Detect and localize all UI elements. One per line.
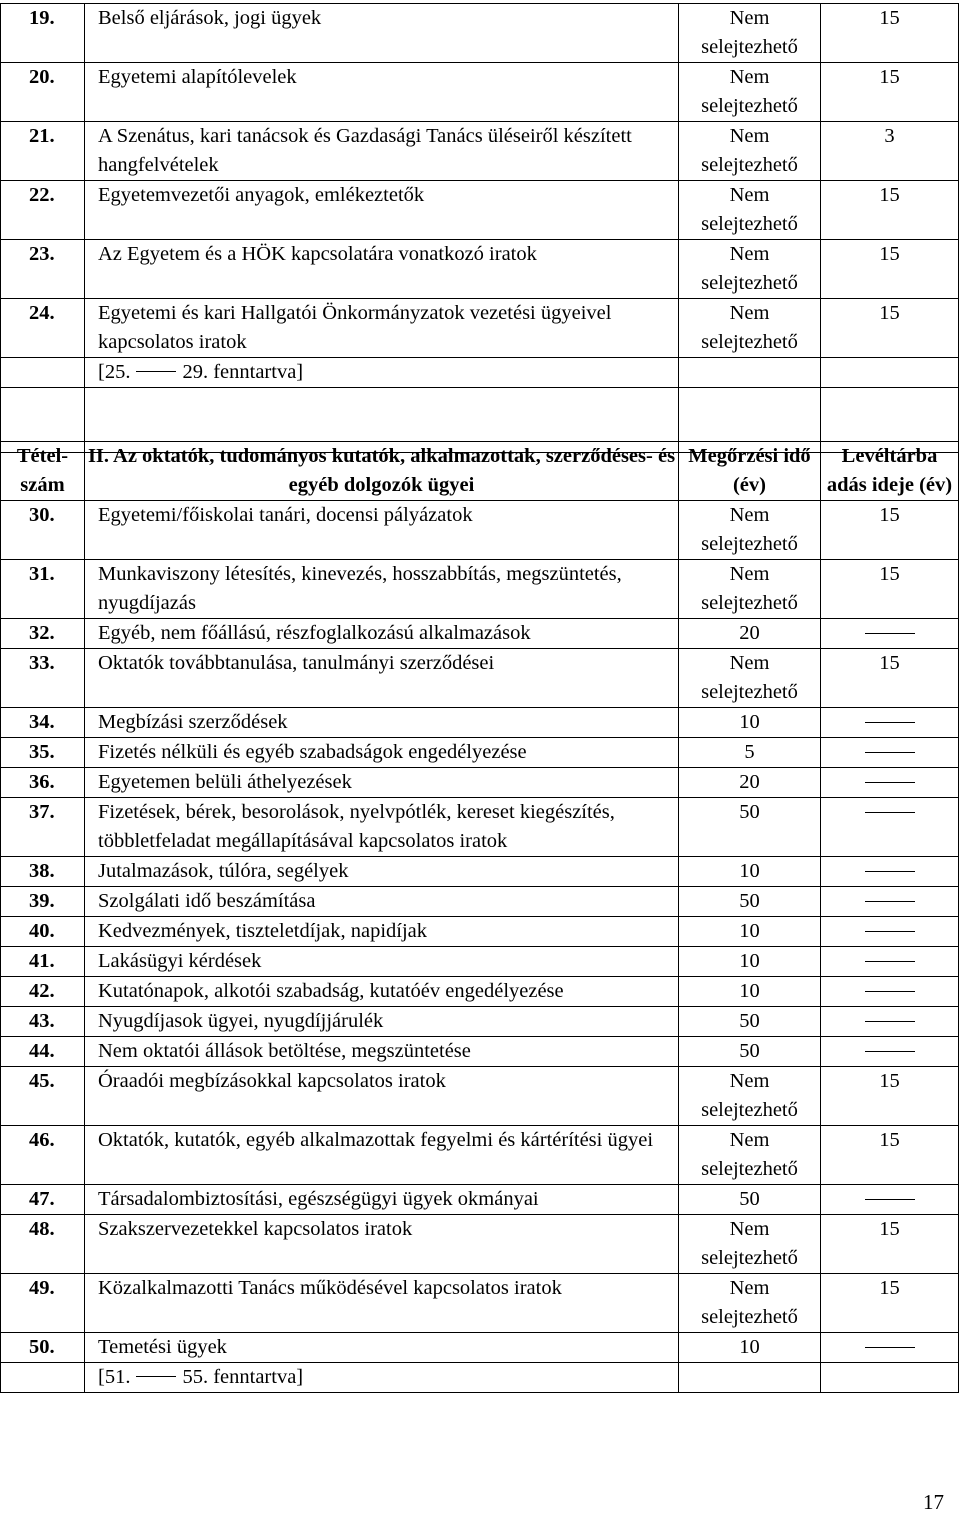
no-archive-dash <box>865 1347 915 1348</box>
table-row <box>1 857 959 887</box>
table-row <box>1 63 959 122</box>
retention-note: selejtezhető <box>701 1306 798 1328</box>
item-description: Egyetemen belüli áthelyezések <box>85 768 679 798</box>
item-number: 50. <box>1 1333 85 1363</box>
table-row <box>1 240 959 299</box>
retention-note: selejtezhető <box>701 1247 798 1269</box>
item-description: Szolgálati idő beszámítása <box>85 887 679 917</box>
retention-cell <box>679 1185 821 1215</box>
retention-value: Nem <box>729 302 770 324</box>
no-archive-dash <box>865 931 915 932</box>
retention-value: Nem <box>729 66 770 88</box>
retention-years: 50 <box>739 801 760 823</box>
table-header-row <box>1 442 959 501</box>
item-number: 39. <box>1 887 85 917</box>
retention-years: 10 <box>739 711 760 733</box>
retention-years: 10 <box>739 920 760 942</box>
archive-cell <box>821 1067 959 1126</box>
item-number: 20. <box>1 63 85 122</box>
retention-value: Nem <box>729 1218 770 1240</box>
table-row <box>1 1126 959 1185</box>
item-number: 24. <box>1 299 85 358</box>
archive-cell <box>821 1126 959 1185</box>
item-description: Az Egyetem és a HÖK kapcsolatára vonatkozó iratok <box>85 240 679 299</box>
archive-years: 15 <box>879 1277 900 1299</box>
retention-value: Nem <box>729 1277 770 1299</box>
retention-cell <box>679 947 821 977</box>
table-row <box>1 1333 959 1363</box>
item-number: 43. <box>1 1007 85 1037</box>
archive-cell <box>821 501 959 560</box>
item-description: Közalkalmazotti Tanács működésével kapcsolatos iratok <box>85 1274 679 1333</box>
archive-cell <box>821 1333 959 1363</box>
archive-cell <box>821 1274 959 1333</box>
archive-cell <box>821 649 959 708</box>
retention-cell <box>679 1215 821 1274</box>
item-description: Kedvezmények, tiszteletdíjak, napidíjak <box>85 917 679 947</box>
table-row <box>1 768 959 798</box>
retention-note: selejtezhető <box>701 1099 798 1121</box>
no-archive-dash <box>865 991 915 992</box>
retention-cell <box>679 560 821 619</box>
item-number: 34. <box>1 708 85 738</box>
no-archive-dash <box>865 961 915 962</box>
table-row <box>1 4 959 63</box>
retention-years: 10 <box>739 1336 760 1358</box>
item-description: Egyetemi és kari Hallgatói Önkormányzatok vezetési ügyeivel kapcsolatos iratok <box>85 299 679 358</box>
retention-years: 50 <box>739 1040 760 1062</box>
retention-years: 20 <box>739 622 760 644</box>
retention-cell <box>679 299 821 358</box>
retention-value: Nem <box>729 243 770 265</box>
archive-cell <box>821 240 959 299</box>
retention-cell <box>679 240 821 299</box>
section-title: II. Az oktatók, tudományos kutatók, alkalmazottak, szerződéses- és egyéb dolgozók ügyei <box>85 442 679 501</box>
item-description: Munkaviszony létesítés, kinevezés, hosszabbítás, megszüntetés, nyugdíjazás <box>85 560 679 619</box>
archive-years: 15 <box>879 1218 900 1240</box>
archive-years: 15 <box>879 1129 900 1151</box>
item-description: Fizetések, bérek, besorolások, nyelvpótlék, kereset kiegészítés, többletfeladat megállapításával kapcsolatos iratok <box>85 798 679 857</box>
retention-value: Nem <box>729 125 770 147</box>
retention-years: 50 <box>739 1010 760 1032</box>
archive-years: 15 <box>879 184 900 206</box>
no-archive-dash <box>865 871 915 872</box>
item-number: 42. <box>1 977 85 1007</box>
no-archive-dash <box>865 722 915 723</box>
item-number: 32. <box>1 619 85 649</box>
item-number: 35. <box>1 738 85 768</box>
item-number: 46. <box>1 1126 85 1185</box>
item-number: 31. <box>1 560 85 619</box>
retention-years: 20 <box>739 771 760 793</box>
item-description: Lakásügyi kérdések <box>85 947 679 977</box>
item-description: Jutalmazások, túlóra, segélyek <box>85 857 679 887</box>
item-description: Egyéb, nem főállású, részfoglalkozású alkalmazások <box>85 619 679 649</box>
table-row <box>1 798 959 857</box>
archive-cell <box>821 887 959 917</box>
retention-cell <box>679 917 821 947</box>
item-description: Egyetemvezetői anyagok, emlékeztetők <box>85 181 679 240</box>
item-description: Nem oktatói állások betöltése, megszüntetése <box>85 1037 679 1067</box>
archive-years: 3 <box>884 125 895 147</box>
retention-cell <box>679 1037 821 1067</box>
retention-cell <box>679 63 821 122</box>
header-item-number: Tétel-szám <box>1 442 85 501</box>
retention-note: selejtezhető <box>701 681 798 703</box>
item-description: A Szenátus, kari tanácsok és Gazdasági Tanács üléseiről készített hangfelvételek <box>85 122 679 181</box>
item-description: Temetési ügyek <box>85 1333 679 1363</box>
reserved-start: [25. <box>98 361 131 383</box>
table-row <box>1 738 959 768</box>
archive-years: 15 <box>879 563 900 585</box>
table-row <box>1 560 959 619</box>
retention-cell <box>679 977 821 1007</box>
item-number: 47. <box>1 1185 85 1215</box>
archive-years: 15 <box>879 1070 900 1092</box>
retention-note: selejtezhető <box>701 1158 798 1180</box>
archive-cell <box>821 1037 959 1067</box>
no-archive-dash <box>865 1051 915 1052</box>
retention-value: Nem <box>729 504 770 526</box>
archive-years: 15 <box>879 66 900 88</box>
retention-note: selejtezhető <box>701 592 798 614</box>
page-number: 17 <box>923 1490 944 1514</box>
archive-cell <box>821 917 959 947</box>
item-description: Társadalombiztosítási, egészségügyi ügyek okmányai <box>85 1185 679 1215</box>
retention-note: selejtezhető <box>701 533 798 555</box>
archive-cell <box>821 619 959 649</box>
archive-years: 15 <box>879 652 900 674</box>
table-row <box>1 977 959 1007</box>
archive-cell <box>821 738 959 768</box>
table-row <box>1 1185 959 1215</box>
retention-cell <box>679 798 821 857</box>
archive-years: 15 <box>879 302 900 324</box>
retention-value: Nem <box>729 7 770 29</box>
table-row <box>1 181 959 240</box>
reserved-end: 55. fenntartva] <box>182 1366 304 1388</box>
archive-cell <box>821 122 959 181</box>
retention-cell <box>679 1067 821 1126</box>
archive-years: 15 <box>879 7 900 29</box>
item-number: 37. <box>1 798 85 857</box>
retention-cell <box>679 857 821 887</box>
table-row <box>1 917 959 947</box>
table-row <box>1 501 959 560</box>
retention-note: selejtezhető <box>701 272 798 294</box>
retention-cell <box>679 619 821 649</box>
reserved-items-note <box>85 1363 679 1393</box>
item-description: Egyetemi/főiskolai tanári, docensi pályázatok <box>85 501 679 560</box>
retention-cell <box>679 1126 821 1185</box>
records-table-section-2 <box>0 441 959 1393</box>
retention-cell <box>679 1007 821 1037</box>
no-archive-dash <box>865 1199 915 1200</box>
table-row <box>1 649 959 708</box>
archive-cell <box>821 181 959 240</box>
table-row <box>1 1067 959 1126</box>
retention-years: 50 <box>739 1188 760 1210</box>
retention-value: Nem <box>729 1129 770 1151</box>
item-number: 30. <box>1 501 85 560</box>
item-number: 19. <box>1 4 85 63</box>
range-dash <box>136 1376 176 1377</box>
reserved-start: [51. <box>98 1366 131 1388</box>
no-archive-dash <box>865 752 915 753</box>
archive-cell <box>821 768 959 798</box>
item-description: Óraadói megbízásokkal kapcsolatos iratok <box>85 1067 679 1126</box>
retention-cell <box>679 649 821 708</box>
item-number: 44. <box>1 1037 85 1067</box>
table-row <box>1 947 959 977</box>
item-number: 40. <box>1 917 85 947</box>
reserved-row <box>1 1363 959 1393</box>
retention-years: 50 <box>739 890 760 912</box>
range-dash <box>136 371 176 372</box>
retention-value: Nem <box>729 184 770 206</box>
retention-cell <box>679 181 821 240</box>
item-description: Egyetemi alapítólevelek <box>85 63 679 122</box>
no-archive-dash <box>865 633 915 634</box>
item-number: 22. <box>1 181 85 240</box>
table-row <box>1 1274 959 1333</box>
retention-note: selejtezhető <box>701 154 798 176</box>
no-archive-dash <box>865 901 915 902</box>
archive-cell <box>821 299 959 358</box>
table-row <box>1 299 959 358</box>
item-number: 45. <box>1 1067 85 1126</box>
retention-cell <box>679 768 821 798</box>
item-description: Kutatónapok, alkotói szabadság, kutatóév engedélyezése <box>85 977 679 1007</box>
retention-cell <box>679 122 821 181</box>
retention-value: Nem <box>729 563 770 585</box>
archive-cell <box>821 1185 959 1215</box>
header-archive-transfer: Levéltárba adás ideje (év) <box>821 442 959 501</box>
archive-cell <box>821 798 959 857</box>
table-row <box>1 1037 959 1067</box>
reserved-row <box>1 358 959 388</box>
item-number: 23. <box>1 240 85 299</box>
reserved-end: 29. fenntartva] <box>182 361 304 383</box>
item-description: Oktatók, kutatók, egyéb alkalmazottak fegyelmi és kártérítési ügyei <box>85 1126 679 1185</box>
archive-cell <box>821 4 959 63</box>
retention-note: selejtezhető <box>701 36 798 58</box>
item-description: Nyugdíjasok ügyei, nyugdíjjárulék <box>85 1007 679 1037</box>
item-number: 49. <box>1 1274 85 1333</box>
archive-years: 15 <box>879 504 900 526</box>
item-description: Oktatók továbbtanulása, tanulmányi szerződései <box>85 649 679 708</box>
retention-note: selejtezhető <box>701 213 798 235</box>
item-number: 48. <box>1 1215 85 1274</box>
table-row <box>1 708 959 738</box>
item-description: Szakszervezetekkel kapcsolatos iratok <box>85 1215 679 1274</box>
archive-cell <box>821 560 959 619</box>
archive-cell <box>821 977 959 1007</box>
item-number: 41. <box>1 947 85 977</box>
archive-cell <box>821 63 959 122</box>
retention-years: 10 <box>739 950 760 972</box>
item-number: 36. <box>1 768 85 798</box>
no-archive-dash <box>865 782 915 783</box>
retention-value: Nem <box>729 652 770 674</box>
table-row <box>1 122 959 181</box>
retention-years: 10 <box>739 860 760 882</box>
retention-cell <box>679 887 821 917</box>
reserved-items-note <box>85 358 679 388</box>
retention-cell <box>679 4 821 63</box>
item-description: Belső eljárások, jogi ügyek <box>85 4 679 63</box>
item-description: Fizetés nélküli és egyéb szabadságok engedélyezése <box>85 738 679 768</box>
records-table-section-1 <box>0 3 959 453</box>
table-row <box>1 887 959 917</box>
table-row <box>1 619 959 649</box>
archive-cell <box>821 1007 959 1037</box>
archive-cell <box>821 947 959 977</box>
retention-years: 5 <box>744 741 755 763</box>
archive-cell <box>821 857 959 887</box>
no-archive-dash <box>865 812 915 813</box>
retention-note: selejtezhető <box>701 331 798 353</box>
table-row <box>1 1007 959 1037</box>
retention-cell <box>679 708 821 738</box>
item-number: 21. <box>1 122 85 181</box>
retention-note: selejtezhető <box>701 95 798 117</box>
no-archive-dash <box>865 1021 915 1022</box>
retention-value: Nem <box>729 1070 770 1092</box>
retention-cell <box>679 738 821 768</box>
retention-cell <box>679 1274 821 1333</box>
retention-cell <box>679 1333 821 1363</box>
header-retention-period: Megőrzési idő (év) <box>679 442 821 501</box>
retention-cell <box>679 501 821 560</box>
archive-years: 15 <box>879 243 900 265</box>
retention-years: 10 <box>739 980 760 1002</box>
item-number: 33. <box>1 649 85 708</box>
archive-cell <box>821 708 959 738</box>
item-number: 38. <box>1 857 85 887</box>
archive-cell <box>821 1215 959 1274</box>
table-row <box>1 1215 959 1274</box>
item-description: Megbízási szerződések <box>85 708 679 738</box>
